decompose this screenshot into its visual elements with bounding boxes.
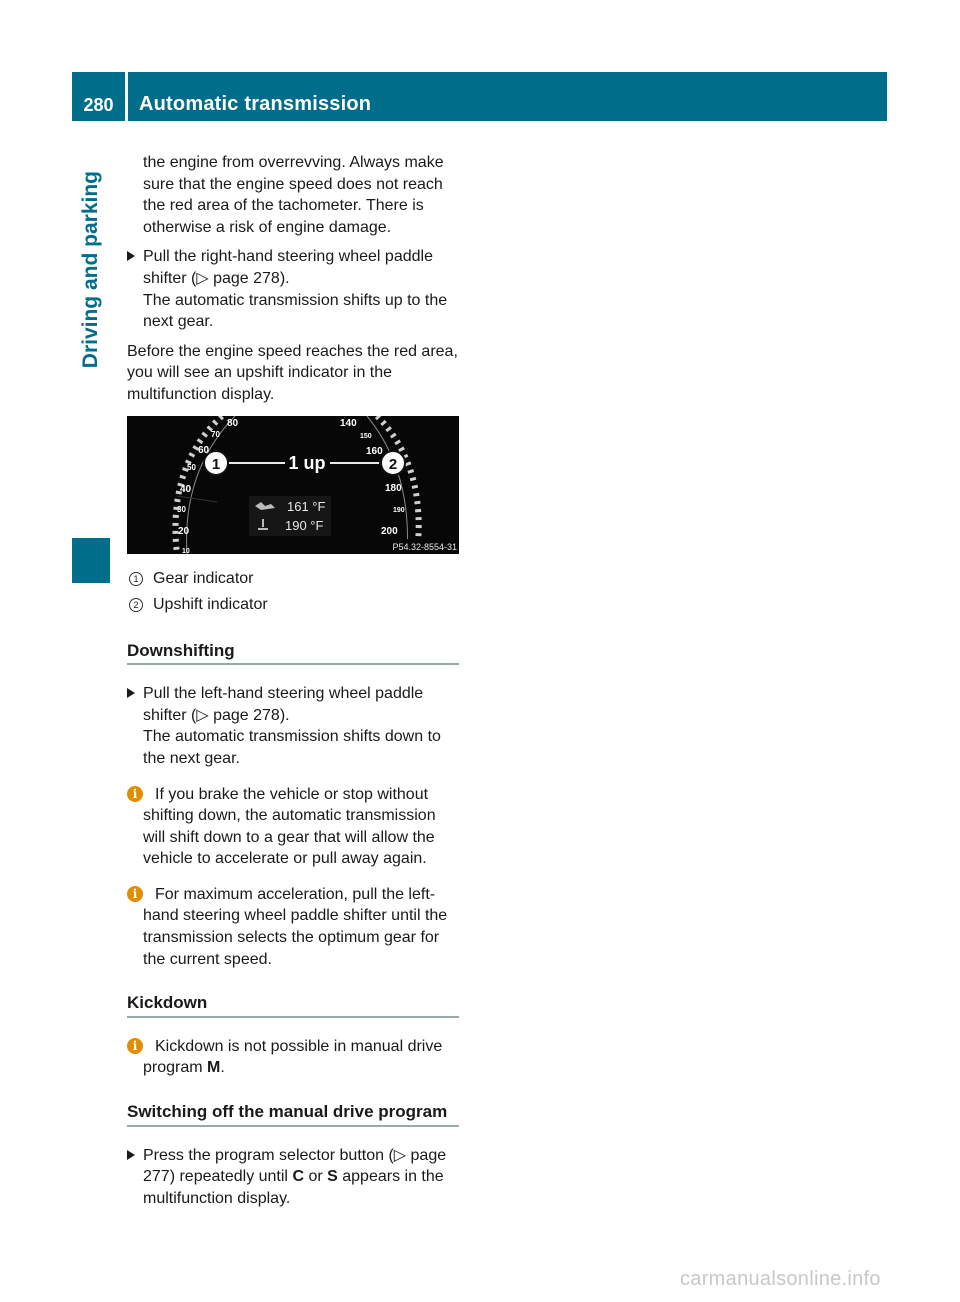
step-arrow-icon xyxy=(127,1150,135,1160)
section-heading-kickdown: Kickdown xyxy=(127,992,459,1018)
note-text-end: . xyxy=(220,1059,225,1077)
step-text: Pull the left-hand steering wheel paddle shifter (▷ page 278). xyxy=(143,685,424,724)
scale-label: 10 xyxy=(182,547,190,554)
scale-label: 70 xyxy=(211,429,220,439)
oil-temperature-value: 161 °F xyxy=(287,498,326,514)
step-result: The automatic transmission shifts up to the next gear. xyxy=(143,291,448,331)
scale-label: 190 xyxy=(393,506,405,514)
note-text: For maximum acceleration, pull the left-hand steering wheel paddle shifter until the transmission selects the optimum gear for the current speed. xyxy=(143,885,448,968)
scale-label: 160 xyxy=(366,445,383,457)
callout-1-label: 1 xyxy=(211,455,221,473)
program-m: M xyxy=(207,1059,221,1077)
instrument-cluster-image xyxy=(127,416,459,554)
instrument-cluster-figure xyxy=(127,416,459,554)
info-icon: i xyxy=(127,886,143,902)
scale-label: 20 xyxy=(178,525,190,537)
paragraph: the engine from overrevving. Always make sure that the engine speed does not reach the red area of the tachometer. There is otherwise a risk of engine damage. xyxy=(143,154,444,236)
info-note xyxy=(127,884,459,970)
program-s: S xyxy=(327,1168,338,1186)
scale-label: 30 xyxy=(177,504,186,514)
scale-label: 140 xyxy=(340,417,357,429)
side-tab-marker xyxy=(72,538,110,583)
content-column xyxy=(127,152,459,1209)
step-text-or: or xyxy=(304,1168,328,1186)
program-c: C xyxy=(292,1168,304,1186)
instruction-step xyxy=(127,683,459,769)
step-result: The automatic transmission shifts down to the next gear. xyxy=(143,728,441,767)
scale-label: 150 xyxy=(360,432,372,440)
callout-2-label: 2 xyxy=(388,455,398,473)
instruction-step xyxy=(127,1145,459,1210)
scale-label: 180 xyxy=(385,482,402,494)
step-arrow-icon xyxy=(127,688,135,698)
info-note xyxy=(127,784,459,870)
side-tab-label: Driving and parking xyxy=(79,171,102,369)
note-text: Kickdown is not possible in manual drive program xyxy=(143,1037,443,1077)
page-header xyxy=(72,72,887,121)
instruction-step xyxy=(127,246,459,332)
legend-item xyxy=(127,566,459,592)
scale-label: 60 xyxy=(198,444,210,456)
info-icon: i xyxy=(127,786,143,802)
step-arrow-icon xyxy=(127,251,135,261)
legend-number: 1 xyxy=(129,572,143,586)
step-text-end: appears in the multifunction display. xyxy=(143,1168,444,1207)
legend-text: Upshift indicator xyxy=(153,595,268,613)
section-heading-downshifting: Downshifting xyxy=(127,640,459,666)
note-text-group xyxy=(143,1038,442,1077)
watermark: carmanualsonline.info xyxy=(680,1268,881,1290)
legend-number: 2 xyxy=(129,598,143,612)
figure-code: P54.32-8554-31 xyxy=(392,541,457,552)
gear-indicator-text: 1 up xyxy=(288,452,326,473)
step-text: Pull the right-hand steering wheel paddle shifter (▷ page 278). xyxy=(143,248,433,287)
section-heading-switching-off: Switching off the manual drive program xyxy=(127,1101,459,1127)
scale-label: 80 xyxy=(227,417,239,429)
paragraph: Before the engine speed reaches the red area, you will see an upshift indicator in the multifunction display. xyxy=(127,342,458,403)
page-title: Automatic transmission xyxy=(139,93,372,115)
scale-label: 50 xyxy=(187,462,196,472)
section-side-tab xyxy=(72,121,110,581)
scale-label: 200 xyxy=(381,525,398,537)
transmission-temperature-value: 190 °F xyxy=(285,517,324,533)
info-icon: i xyxy=(127,1038,143,1054)
step-text: Press the program selector button (▷ page 277) repeatedly until xyxy=(143,1146,447,1186)
legend-text: Gear indicator xyxy=(153,569,254,587)
note-text: If you brake the vehicle or stop without shifting down, the automatic transmission will shift down to a gear that will allow the vehicle to accelerate or pull away again. xyxy=(143,785,436,868)
figure-legend xyxy=(127,566,459,618)
info-note xyxy=(127,1036,459,1079)
page-number: 280 xyxy=(83,95,114,115)
header-divider xyxy=(125,72,128,121)
scale-label: 40 xyxy=(180,483,192,495)
legend-item xyxy=(127,592,459,618)
